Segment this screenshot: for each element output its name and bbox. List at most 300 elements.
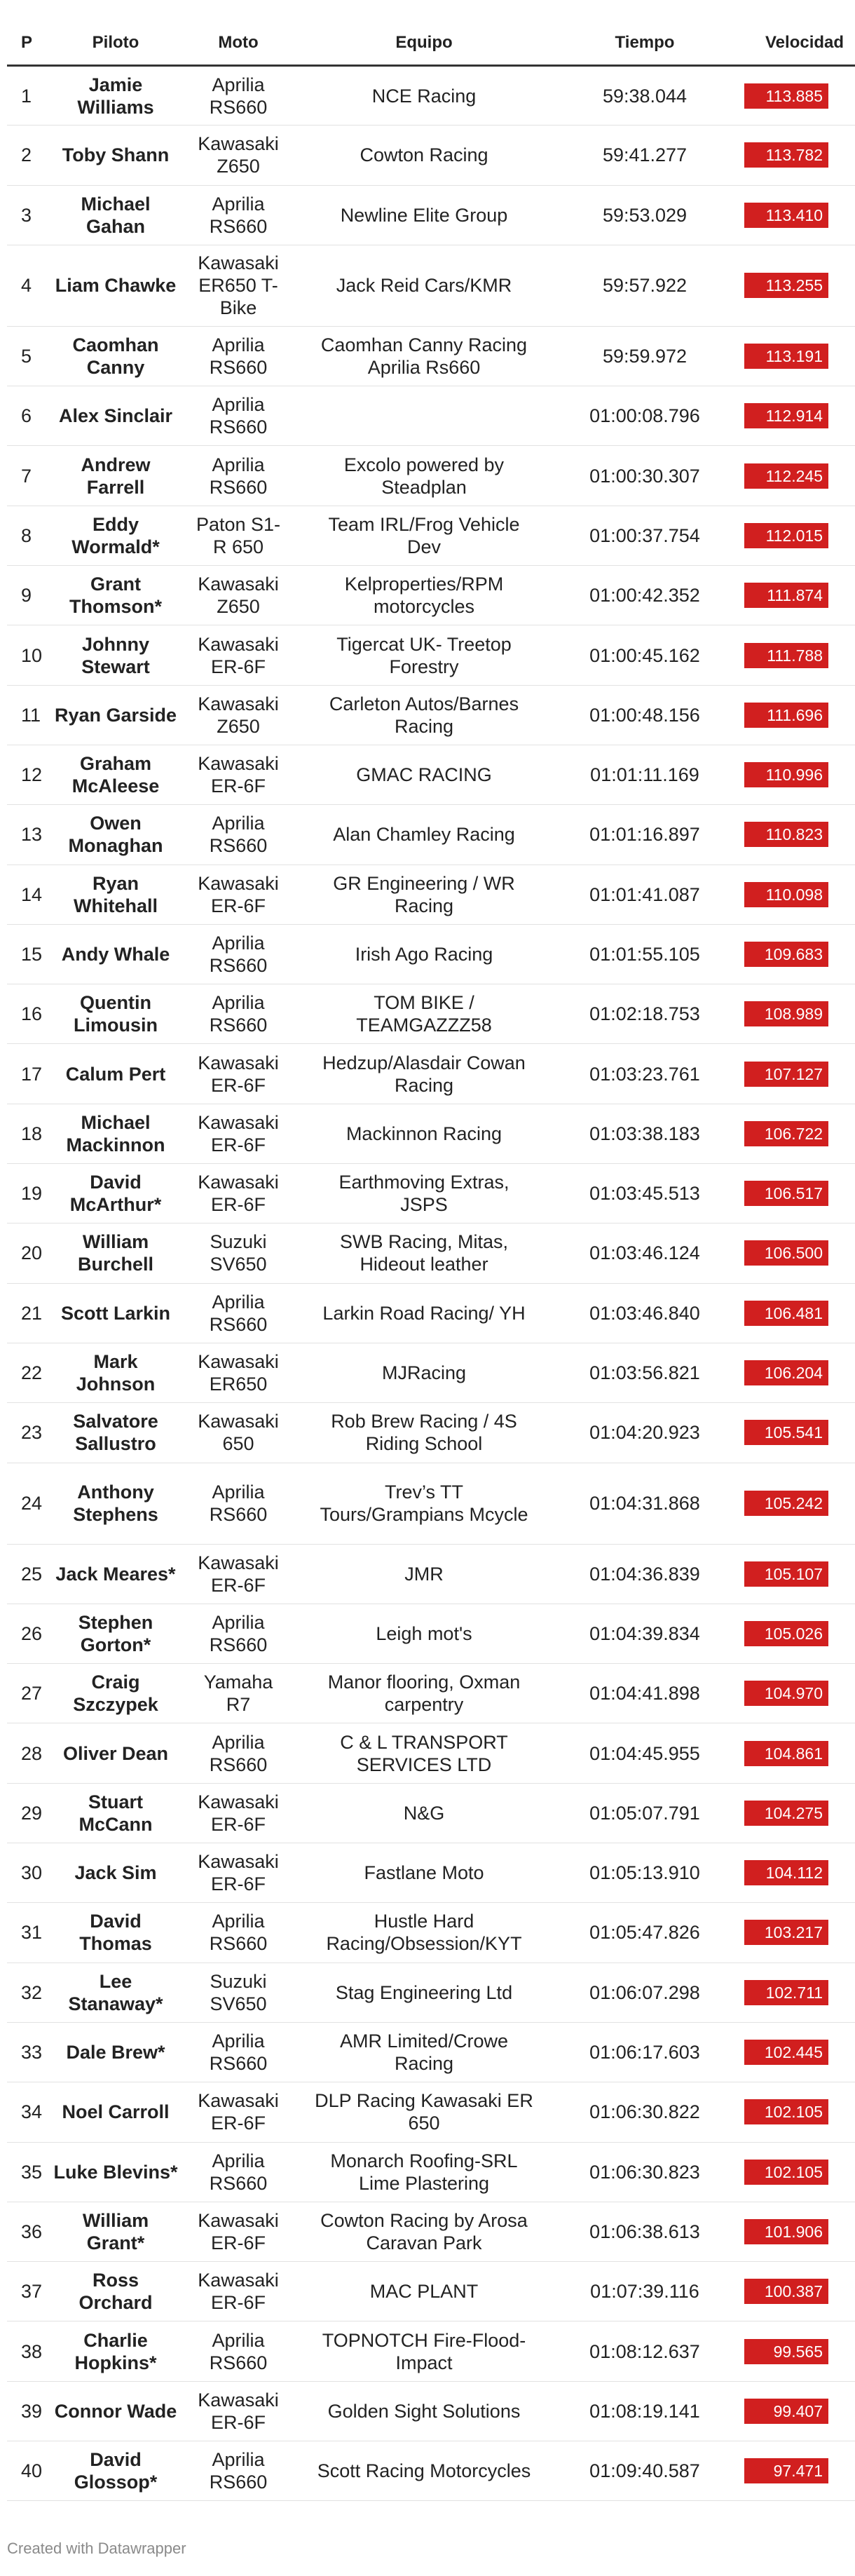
cell-time: 01:01:16.897 bbox=[554, 805, 736, 865]
cell-bike: Kawasaki ER-6F bbox=[182, 865, 294, 924]
cell-rider: Stuart McCann bbox=[49, 1783, 182, 1843]
cell-rider: Johnny Stewart bbox=[49, 625, 182, 685]
cell-bike: Aprilia RS660 bbox=[182, 924, 294, 984]
cell-speed bbox=[736, 326, 855, 386]
cell-time: 59:53.029 bbox=[554, 185, 736, 245]
cell-bike: Kawasaki ER-6F bbox=[182, 1783, 294, 1843]
cell-speed bbox=[736, 924, 855, 984]
header-position[interactable]: P bbox=[7, 21, 49, 66]
cell-time: 01:06:07.298 bbox=[554, 1962, 736, 2022]
cell-team: Excolo powered by Steadplan bbox=[294, 446, 554, 506]
table-row bbox=[7, 1223, 855, 1283]
cell-position: 9 bbox=[7, 566, 49, 625]
cell-bike: Aprilia RS660 bbox=[182, 185, 294, 245]
cell-speed bbox=[736, 984, 855, 1044]
cell-rider: Michael Mackinnon bbox=[49, 1104, 182, 1163]
cell-time: 01:04:39.834 bbox=[554, 1604, 736, 1663]
cell-position: 1 bbox=[7, 66, 49, 126]
cell-bike: Aprilia RS660 bbox=[182, 2022, 294, 2082]
speed-bar: 100.387 bbox=[744, 2279, 828, 2304]
cell-rider: Salvatore Sallustro bbox=[49, 1403, 182, 1463]
cell-time: 01:03:46.840 bbox=[554, 1283, 736, 1343]
cell-rider: Ryan Garside bbox=[49, 685, 182, 745]
cell-rider: Lee Stanaway* bbox=[49, 1962, 182, 2022]
cell-position: 20 bbox=[7, 1223, 49, 1283]
speed-bar: 109.683 bbox=[744, 942, 828, 967]
cell-team: TOM BIKE / TEAMGAZZZ58 bbox=[294, 984, 554, 1044]
cell-position: 30 bbox=[7, 1843, 49, 1903]
cell-bike: Kawasaki ER-6F bbox=[182, 1164, 294, 1223]
cell-bike: Aprilia RS660 bbox=[182, 446, 294, 506]
cell-rider: William Grant* bbox=[49, 2202, 182, 2261]
cell-rider: Noel Carroll bbox=[49, 2082, 182, 2142]
cell-team: SWB Racing, Mitas, Hideout leather bbox=[294, 1223, 554, 1283]
table-row bbox=[7, 1723, 855, 1783]
cell-position: 13 bbox=[7, 805, 49, 865]
cell-rider: Toby Shann bbox=[49, 126, 182, 185]
cell-time: 01:00:42.352 bbox=[554, 566, 736, 625]
cell-time: 01:06:17.603 bbox=[554, 2022, 736, 2082]
cell-bike: Aprilia RS660 bbox=[182, 1463, 294, 1544]
cell-speed bbox=[736, 126, 855, 185]
cell-rider: Jack Sim bbox=[49, 1843, 182, 1903]
cell-team: TOPNOTCH Fire-Flood-Impact bbox=[294, 2321, 554, 2381]
cell-team: Carleton Autos/Barnes Racing bbox=[294, 685, 554, 745]
cell-rider: Owen Monaghan bbox=[49, 805, 182, 865]
cell-time: 01:03:56.821 bbox=[554, 1343, 736, 1402]
speed-bar: 104.112 bbox=[744, 1860, 828, 1885]
table-row bbox=[7, 2381, 855, 2441]
cell-position: 19 bbox=[7, 1164, 49, 1223]
cell-rider: Alex Sinclair bbox=[49, 386, 182, 446]
table-row bbox=[7, 1044, 855, 1104]
speed-bar: 113.410 bbox=[744, 203, 828, 228]
speed-bar: 102.711 bbox=[744, 1980, 828, 2005]
table-row bbox=[7, 1903, 855, 1962]
cell-position: 25 bbox=[7, 1544, 49, 1604]
cell-time: 01:03:46.124 bbox=[554, 1223, 736, 1283]
cell-rider: Graham McAleese bbox=[49, 745, 182, 804]
cell-position: 33 bbox=[7, 2022, 49, 2082]
cell-time: 01:06:30.823 bbox=[554, 2142, 736, 2202]
cell-speed bbox=[736, 2262, 855, 2321]
cell-speed bbox=[736, 66, 855, 126]
cell-speed bbox=[736, 2321, 855, 2381]
cell-team: DLP Racing Kawasaki ER 650 bbox=[294, 2082, 554, 2142]
cell-time: 01:01:55.105 bbox=[554, 924, 736, 984]
cell-speed bbox=[736, 245, 855, 326]
cell-speed bbox=[736, 1104, 855, 1163]
cell-bike: Aprilia RS660 bbox=[182, 1903, 294, 1962]
cell-team: Earthmoving Extras, JSPS bbox=[294, 1164, 554, 1223]
cell-bike: Kawasaki Z650 bbox=[182, 685, 294, 745]
cell-rider: Oliver Dean bbox=[49, 1723, 182, 1783]
cell-position: 34 bbox=[7, 2082, 49, 2142]
cell-time: 01:04:36.839 bbox=[554, 1544, 736, 1604]
cell-bike: Kawasaki ER-6F bbox=[182, 1544, 294, 1604]
cell-rider: Craig Szczypek bbox=[49, 1664, 182, 1723]
cell-speed bbox=[736, 865, 855, 924]
speed-bar: 111.874 bbox=[744, 583, 828, 608]
cell-team: Tigercat UK- Treetop Forestry bbox=[294, 625, 554, 685]
cell-rider: David McArthur* bbox=[49, 1164, 182, 1223]
cell-speed bbox=[736, 2142, 855, 2202]
cell-time: 59:41.277 bbox=[554, 126, 736, 185]
cell-team: C & L TRANSPORT SERVICES LTD bbox=[294, 1723, 554, 1783]
cell-speed bbox=[736, 1604, 855, 1663]
cell-position: 28 bbox=[7, 1723, 49, 1783]
cell-position: 37 bbox=[7, 2262, 49, 2321]
cell-team: Hustle Hard Racing/Obsession/KYT bbox=[294, 1903, 554, 1962]
cell-speed bbox=[736, 1723, 855, 1783]
header-speed[interactable]: Velocidad bbox=[736, 21, 855, 66]
cell-speed bbox=[736, 1962, 855, 2022]
speed-bar: 113.782 bbox=[744, 142, 828, 168]
cell-rider: Liam Chawke bbox=[49, 245, 182, 326]
cell-bike: Kawasaki Z650 bbox=[182, 566, 294, 625]
cell-position: 36 bbox=[7, 2202, 49, 2261]
table-row bbox=[7, 446, 855, 506]
cell-position: 14 bbox=[7, 865, 49, 924]
cell-team: MJRacing bbox=[294, 1343, 554, 1402]
cell-speed bbox=[736, 1463, 855, 1544]
cell-speed bbox=[736, 506, 855, 565]
cell-rider: William Burchell bbox=[49, 1223, 182, 1283]
cell-bike: Suzuki SV650 bbox=[182, 1223, 294, 1283]
cell-bike: Aprilia RS660 bbox=[182, 805, 294, 865]
cell-position: 4 bbox=[7, 245, 49, 326]
header-rider[interactable]: Piloto bbox=[49, 21, 182, 66]
table-row bbox=[7, 745, 855, 804]
cell-team: Trev’s TT Tours/Grampians Mcycle bbox=[294, 1463, 554, 1544]
cell-speed bbox=[736, 1283, 855, 1343]
cell-team: Hedzup/Alasdair Cowan Racing bbox=[294, 1044, 554, 1104]
results-table bbox=[7, 21, 855, 2501]
cell-team: Fastlane Moto bbox=[294, 1843, 554, 1903]
cell-team: Scott Racing Motorcycles bbox=[294, 2441, 554, 2500]
table-row bbox=[7, 386, 855, 446]
cell-time: 01:02:18.753 bbox=[554, 984, 736, 1044]
cell-rider: Caomhan Canny bbox=[49, 326, 182, 386]
cell-team: Monarch Roofing-SRL Lime Plastering bbox=[294, 2142, 554, 2202]
speed-bar: 105.242 bbox=[744, 1491, 828, 1516]
cell-position: 27 bbox=[7, 1664, 49, 1723]
cell-bike: Kawasaki ER-6F bbox=[182, 1843, 294, 1903]
cell-rider: Dale Brew* bbox=[49, 2022, 182, 2082]
cell-team: Alan Chamley Racing bbox=[294, 805, 554, 865]
cell-bike: Kawasaki Z650 bbox=[182, 126, 294, 185]
table-row bbox=[7, 245, 855, 326]
cell-position: 6 bbox=[7, 386, 49, 446]
cell-team: Cowton Racing bbox=[294, 126, 554, 185]
cell-time: 01:04:20.923 bbox=[554, 1403, 736, 1463]
cell-team bbox=[294, 386, 554, 446]
cell-speed bbox=[736, 2202, 855, 2261]
cell-speed bbox=[736, 1343, 855, 1402]
cell-team: Larkin Road Racing/ YH bbox=[294, 1283, 554, 1343]
cell-time: 01:03:38.183 bbox=[554, 1104, 736, 1163]
cell-rider: Jamie Williams bbox=[49, 66, 182, 126]
cell-bike: Suzuki SV650 bbox=[182, 1962, 294, 2022]
speed-bar: 101.906 bbox=[744, 2219, 828, 2244]
cell-speed bbox=[736, 566, 855, 625]
table-row bbox=[7, 2142, 855, 2202]
cell-time: 01:01:41.087 bbox=[554, 865, 736, 924]
cell-speed bbox=[736, 1044, 855, 1104]
cell-rider: Andrew Farrell bbox=[49, 446, 182, 506]
datawrapper-credit[interactable]: Created with Datawrapper bbox=[7, 2540, 186, 2557]
cell-bike: Kawasaki ER-6F bbox=[182, 745, 294, 804]
table-row bbox=[7, 1664, 855, 1723]
speed-bar: 112.015 bbox=[744, 523, 828, 548]
speed-bar: 102.105 bbox=[744, 2099, 828, 2124]
cell-rider: Connor Wade bbox=[49, 2381, 182, 2441]
cell-speed bbox=[736, 1664, 855, 1723]
speed-bar: 99.407 bbox=[744, 2399, 828, 2424]
cell-team: MAC PLANT bbox=[294, 2262, 554, 2321]
header-time[interactable]: Tiempo bbox=[554, 21, 736, 66]
cell-time: 01:06:30.822 bbox=[554, 2082, 736, 2142]
cell-rider: Mark Johnson bbox=[49, 1343, 182, 1402]
cell-time: 01:00:37.754 bbox=[554, 506, 736, 565]
table-row bbox=[7, 1283, 855, 1343]
cell-rider: Jack Meares* bbox=[49, 1544, 182, 1604]
table-row bbox=[7, 924, 855, 984]
cell-bike: Kawasaki ER-6F bbox=[182, 2082, 294, 2142]
speed-bar: 105.541 bbox=[744, 1420, 828, 1445]
cell-rider: Eddy Wormald* bbox=[49, 506, 182, 565]
cell-rider: Michael Gahan bbox=[49, 185, 182, 245]
speed-bar: 104.275 bbox=[744, 1801, 828, 1826]
cell-position: 24 bbox=[7, 1463, 49, 1544]
cell-rider: Charlie Hopkins* bbox=[49, 2321, 182, 2381]
cell-speed bbox=[736, 745, 855, 804]
cell-rider: Calum Pert bbox=[49, 1044, 182, 1104]
cell-team: Mackinnon Racing bbox=[294, 1104, 554, 1163]
header-team[interactable]: Equipo bbox=[294, 21, 554, 66]
cell-time: 01:00:30.307 bbox=[554, 446, 736, 506]
cell-position: 32 bbox=[7, 1962, 49, 2022]
cell-speed bbox=[736, 685, 855, 745]
cell-speed bbox=[736, 1544, 855, 1604]
cell-team: Golden Sight Solutions bbox=[294, 2381, 554, 2441]
speed-bar: 112.245 bbox=[744, 463, 828, 489]
speed-bar: 110.823 bbox=[744, 822, 828, 847]
cell-bike: Kawasaki ER650 T-Bike bbox=[182, 245, 294, 326]
cell-speed bbox=[736, 2381, 855, 2441]
cell-position: 22 bbox=[7, 1343, 49, 1402]
table-header bbox=[7, 21, 855, 66]
cell-bike: Aprilia RS660 bbox=[182, 386, 294, 446]
cell-position: 17 bbox=[7, 1044, 49, 1104]
cell-time: 59:59.972 bbox=[554, 326, 736, 386]
cell-team: Team IRL/Frog Vehicle Dev bbox=[294, 506, 554, 565]
table-row bbox=[7, 625, 855, 685]
cell-bike: Aprilia RS660 bbox=[182, 66, 294, 126]
cell-bike: Aprilia RS660 bbox=[182, 2441, 294, 2500]
table-row bbox=[7, 1164, 855, 1223]
cell-team: Manor flooring, Oxman carpentry bbox=[294, 1664, 554, 1723]
cell-position: 35 bbox=[7, 2142, 49, 2202]
speed-bar: 102.445 bbox=[744, 2040, 828, 2065]
cell-bike: Aprilia RS660 bbox=[182, 2321, 294, 2381]
cell-time: 01:05:07.791 bbox=[554, 1783, 736, 1843]
cell-team: Kelproperties/RPM motorcycles bbox=[294, 566, 554, 625]
speed-bar: 105.026 bbox=[744, 1621, 828, 1646]
table-row bbox=[7, 1343, 855, 1402]
cell-time: 01:00:48.156 bbox=[554, 685, 736, 745]
cell-team: Leigh mot's bbox=[294, 1604, 554, 1663]
cell-position: 11 bbox=[7, 685, 49, 745]
cell-time: 01:08:19.141 bbox=[554, 2381, 736, 2441]
cell-time: 01:03:23.761 bbox=[554, 1044, 736, 1104]
table-row bbox=[7, 1403, 855, 1463]
cell-speed bbox=[736, 1403, 855, 1463]
cell-speed bbox=[736, 2022, 855, 2082]
cell-rider: Anthony Stephens bbox=[49, 1463, 182, 1544]
table-row bbox=[7, 1962, 855, 2022]
cell-speed bbox=[736, 625, 855, 685]
cell-rider: Scott Larkin bbox=[49, 1283, 182, 1343]
cell-position: 16 bbox=[7, 984, 49, 1044]
table-row bbox=[7, 805, 855, 865]
speed-bar: 112.914 bbox=[744, 403, 828, 428]
cell-speed bbox=[736, 1783, 855, 1843]
cell-time: 01:07:39.116 bbox=[554, 2262, 736, 2321]
cell-bike: Aprilia RS660 bbox=[182, 984, 294, 1044]
cell-speed bbox=[736, 1903, 855, 1962]
cell-bike: Kawasaki ER-6F bbox=[182, 1104, 294, 1163]
table-row bbox=[7, 2321, 855, 2381]
results-table-container bbox=[7, 21, 855, 2501]
cell-speed bbox=[736, 1223, 855, 1283]
cell-bike: Kawasaki ER-6F bbox=[182, 2202, 294, 2261]
cell-position: 21 bbox=[7, 1283, 49, 1343]
speed-bar: 108.989 bbox=[744, 1001, 828, 1026]
table-row bbox=[7, 66, 855, 126]
speed-bar: 111.696 bbox=[744, 703, 828, 728]
speed-bar: 104.970 bbox=[744, 1681, 828, 1706]
cell-position: 40 bbox=[7, 2441, 49, 2500]
cell-bike: Kawasaki ER-6F bbox=[182, 2262, 294, 2321]
cell-bike: Aprilia RS660 bbox=[182, 326, 294, 386]
table-row bbox=[7, 1463, 855, 1544]
cell-team: Stag Engineering Ltd bbox=[294, 1962, 554, 2022]
table-row bbox=[7, 506, 855, 565]
cell-speed bbox=[736, 185, 855, 245]
table-row bbox=[7, 1783, 855, 1843]
cell-bike: Aprilia RS660 bbox=[182, 1283, 294, 1343]
cell-bike: Kawasaki ER-6F bbox=[182, 625, 294, 685]
cell-speed bbox=[736, 446, 855, 506]
table-row bbox=[7, 2082, 855, 2142]
cell-team: Rob Brew Racing / 4S Riding School bbox=[294, 1403, 554, 1463]
table-row bbox=[7, 984, 855, 1044]
cell-rider: David Glossop* bbox=[49, 2441, 182, 2500]
cell-rider: Andy Whale bbox=[49, 924, 182, 984]
cell-time: 01:01:11.169 bbox=[554, 745, 736, 804]
cell-rider: Ross Orchard bbox=[49, 2262, 182, 2321]
table-row bbox=[7, 1104, 855, 1163]
table-row bbox=[7, 2202, 855, 2261]
table-row bbox=[7, 185, 855, 245]
cell-position: 15 bbox=[7, 924, 49, 984]
table-row bbox=[7, 1544, 855, 1604]
cell-team: Jack Reid Cars/KMR bbox=[294, 245, 554, 326]
cell-time: 01:04:31.868 bbox=[554, 1463, 736, 1544]
speed-bar: 99.565 bbox=[744, 2339, 828, 2364]
cell-position: 38 bbox=[7, 2321, 49, 2381]
cell-rider: Ryan Whitehall bbox=[49, 865, 182, 924]
speed-bar: 106.517 bbox=[744, 1181, 828, 1206]
cell-bike: Aprilia RS660 bbox=[182, 1604, 294, 1663]
speed-bar: 113.885 bbox=[744, 83, 828, 109]
speed-bar: 113.191 bbox=[744, 344, 828, 369]
table-row bbox=[7, 2022, 855, 2082]
cell-speed bbox=[736, 386, 855, 446]
cell-time: 01:00:08.796 bbox=[554, 386, 736, 446]
table-row bbox=[7, 326, 855, 386]
cell-time: 01:06:38.613 bbox=[554, 2202, 736, 2261]
speed-bar: 106.722 bbox=[744, 1121, 828, 1146]
cell-team: JMR bbox=[294, 1544, 554, 1604]
table-row bbox=[7, 566, 855, 625]
speed-bar: 110.996 bbox=[744, 762, 828, 787]
cell-rider: Grant Thomson* bbox=[49, 566, 182, 625]
cell-bike: Kawasaki ER-6F bbox=[182, 1044, 294, 1104]
cell-bike: Kawasaki ER-6F bbox=[182, 2381, 294, 2441]
cell-position: 26 bbox=[7, 1604, 49, 1663]
speed-bar: 103.217 bbox=[744, 1920, 828, 1945]
table-row bbox=[7, 2441, 855, 2500]
cell-time: 01:08:12.637 bbox=[554, 2321, 736, 2381]
cell-time: 59:57.922 bbox=[554, 245, 736, 326]
cell-position: 29 bbox=[7, 1783, 49, 1843]
cell-time: 01:04:45.955 bbox=[554, 1723, 736, 1783]
speed-bar: 110.098 bbox=[744, 882, 828, 907]
table-row bbox=[7, 1604, 855, 1663]
cell-rider: Stephen Gorton* bbox=[49, 1604, 182, 1663]
cell-team: AMR Limited/Crowe Racing bbox=[294, 2022, 554, 2082]
table-row bbox=[7, 865, 855, 924]
cell-rider: David Thomas bbox=[49, 1903, 182, 1962]
speed-bar: 106.204 bbox=[744, 1360, 828, 1385]
cell-time: 59:38.044 bbox=[554, 66, 736, 126]
cell-time: 01:05:13.910 bbox=[554, 1843, 736, 1903]
cell-position: 18 bbox=[7, 1104, 49, 1163]
cell-position: 39 bbox=[7, 2381, 49, 2441]
cell-position: 10 bbox=[7, 625, 49, 685]
table-row bbox=[7, 126, 855, 185]
table-body bbox=[7, 66, 855, 2501]
header-bike[interactable]: Moto bbox=[182, 21, 294, 66]
speed-bar: 107.127 bbox=[744, 1062, 828, 1087]
table-row bbox=[7, 1843, 855, 1903]
cell-speed bbox=[736, 2082, 855, 2142]
cell-speed bbox=[736, 2441, 855, 2500]
cell-bike: Aprilia RS660 bbox=[182, 1723, 294, 1783]
cell-team: Irish Ago Racing bbox=[294, 924, 554, 984]
cell-time: 01:03:45.513 bbox=[554, 1164, 736, 1223]
speed-bar: 106.481 bbox=[744, 1301, 828, 1326]
cell-team: Cowton Racing by Arosa Caravan Park bbox=[294, 2202, 554, 2261]
cell-bike: Kawasaki ER650 bbox=[182, 1343, 294, 1402]
speed-bar: 105.107 bbox=[744, 1561, 828, 1587]
table-row bbox=[7, 685, 855, 745]
cell-position: 23 bbox=[7, 1403, 49, 1463]
cell-rider: Quentin Limousin bbox=[49, 984, 182, 1044]
cell-bike: Yamaha R7 bbox=[182, 1664, 294, 1723]
